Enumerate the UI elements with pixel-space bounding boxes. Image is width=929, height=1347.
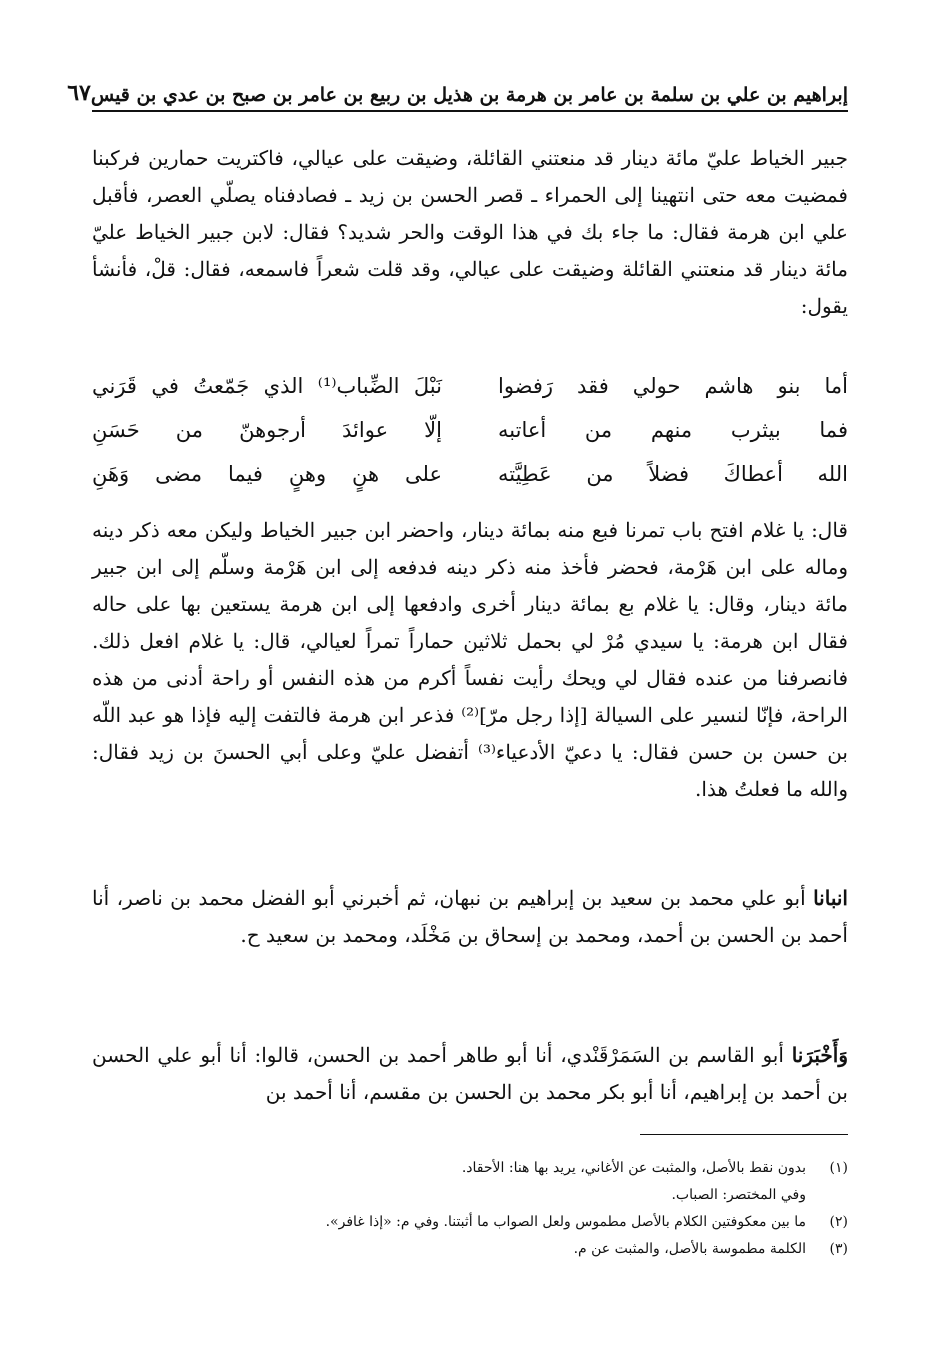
verse-first-hemistich: فما بيثرب منهم من أعاتبه	[498, 418, 848, 442]
footnote-number: (٣)	[829, 1241, 848, 1257]
poem-verse	[92, 452, 848, 496]
body-paragraph-1: جبير الخياط عليّ مائة دينار قد منعتني القائلة، وضيقت على عيالي، فاكتريت حمارين فركبنا فمضيت معه حتى انتهينا إلى الحمراء ـ قصر الحسن بن زيد ـ فصادفناه يصلّي العصر، فأقبل علي ابن هرمة فقال: ما جاء بك في هذا الوقت والحر شديد؟ فقال: لابن جبير الخياط عليّ مائة دينار قد منعتني القائلة وضيقت على عيالي، وقد قلت شعراً فاسمعه، فقال: قلْ، فأنشأ يقول:	[92, 146, 848, 318]
footnote	[92, 1155, 848, 1182]
footnotes	[92, 1155, 848, 1263]
footnote-separator	[640, 1134, 848, 1135]
footnote-number: (١)	[829, 1160, 848, 1176]
verse-first-hemistich: أما بنو هاشم حولي فقد رَفضوا	[498, 374, 848, 398]
verse-second-hemistich: نَبْلَ الضِّباب⁽¹⁾ الذي جَمّعتُ في قَرَني	[92, 374, 442, 398]
footnote	[92, 1209, 848, 1236]
body-paragraph-2: قال: يا غلام افتح باب تمرنا فبع منه بمائة دينار، واحضر ابن جبير الخياط وليكن معه ذكر دينه وماله على ابن هَرْمة، فحضر فأخذ منه ذكر دينه فدفعه إلى ابن هَرْمة وسلّم إلى ابن جبير مائة دينار، وقال: يا غلام بع بمائة دينار أخرى وادفعها إلى ابن هرمة يستعين بها على حاله فقال ابن هرمة: يا سيدي مُرْ لي بحمل ثلاثين حماراً تمراً لعيالي، قال: يا غلام افعل ذلك. فانصرفنا من عنده فقال لي ويحك رأيت نفساً أكرم من هذه النفس أو راحة أدنى من هذه الراحة، فإنّا لنسير على السيالة [إذا رجل مرّ]⁽²⁾ فذعر ابن هرمة فالتفت إليه فإذا هو عبد اللّه بن حسن بن حسن فقال: يا دعيّ الأدعياء⁽³⁾ أتفضل عليّ وعلى أبي الحسنَ بن زيد فقال: والله ما فعلتُ هذا.	[92, 518, 848, 801]
footnote-number: (٢)	[829, 1214, 848, 1230]
poem-verse	[92, 364, 848, 408]
footnote-text: وفي المختصر: الصباب.	[671, 1187, 806, 1203]
footnote	[92, 1236, 848, 1263]
page-number: ٦٧	[67, 80, 91, 106]
isnad-paragraph-2	[92, 1037, 848, 1111]
isnad-text: أبو علي محمد بن سعيد بن إبراهيم بن نبهان، ثم أخبرني أبو الفضل محمد بن ناصر، أنا أحمد بن الحسن بن أحمد، ومحمد بن إسحاق بن مَخْلَد، ومحمد بن سعيد ح.	[92, 886, 848, 947]
footnote-text: ما بين معكوفتين الكلام بالأصل مطموس ولعل الصواب ما أثبتنا. وفي م: «إذا غافر».	[325, 1214, 806, 1230]
footnote-text: الكلمة مطموسة بالأصل، والمثبت عن م.	[573, 1241, 806, 1257]
isnad-lead-word: وَأَخْبَرَنا	[791, 1043, 848, 1067]
poem-verse	[92, 408, 848, 452]
isnad-text: أبو القاسم بن السَمَرْقَنْدي، أنا أبو طاهر أحمد بن الحسن، قالوا: أنا أبو علي الحسن بن أحمد بن إبراهيم، أنا أبو بكر محمد بن الحسن بن مقسم، أنا أحمد بن	[92, 1043, 848, 1104]
verse-first-hemistich: الله أعطاكَ فضلاً من عَطِيَّته	[498, 462, 848, 486]
footnote-text: بدون نقط بالأصل، والمثبت عن الأغاني، يريد بها هنا: الأحقاد.	[461, 1160, 806, 1176]
verse-second-hemistich: إلّا عوائدَ أرجوهنّ من حَسَنِ	[92, 418, 442, 442]
page-header	[67, 76, 848, 112]
footnote-continuation	[92, 1182, 848, 1209]
poem	[92, 364, 848, 496]
isnad-paragraph-1	[92, 880, 848, 954]
running-title: إبراهيم بن علي بن سلمة بن عامر بن هرمة بن هذيل بن ربيع بن عامر بن صبح بن عدي بن قيس	[90, 84, 848, 106]
verse-second-hemistich: على هنٍ وهنٍ فيما مضى وَهَنِ	[92, 462, 442, 486]
isnad-lead-word: انبانا	[813, 886, 848, 910]
